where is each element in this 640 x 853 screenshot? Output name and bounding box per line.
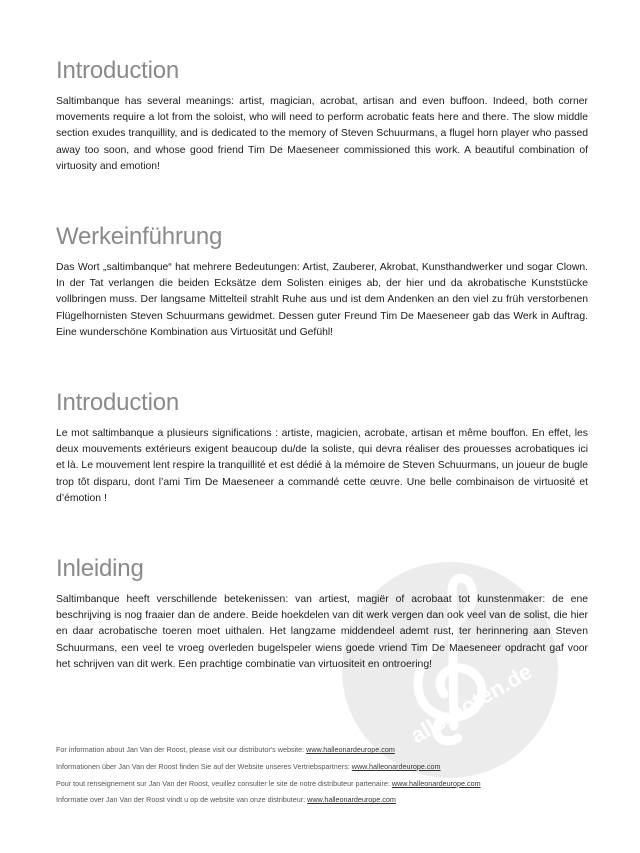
section-body: Saltimbanque heeft verschillende betekenissen: van artiest, magiër of acrobaat tot kunstenmaker: de ene beschrijving is nog fraaier dan de andere. Beide hoekdelen van dit werk vergen dan ook veel van de solist, die hier en daar acrobatische toeren moet uithalen. Het langzame middendeel ademt rust, ter herinnering aan Steven Schuurmans, een veel te vroeg overleden bugelspeler wiens goede vriend Tim De Maeseneer opdracht gaf voor het schrijven van dit werk. Een prachtige combinatie van virtuositeit en ontroering! [56, 594, 588, 670]
section-body: Das Wort „saltimbanque“ hat mehrere Bedeutungen: Artist, Zauberer, Akrobat, Kunsthandwerker und sogar Clown. In der Tat verlangen die beiden Ecksätze dem Solisten einiges ab, der hier und da akrobatische Kunststücke vollbringen muss. Der langsame Mittelteil strahlt Ruhe aus und ist dem Andenken an den viel zu früh verstorbenen Flügelhornisten Steven Schuurmans gewidmet. Dessen guter Freund Tim De Maeseneer gab das Werk in Auftrag. Eine wunderschöne Kombination aus Virtuosität und Gefühl! [56, 262, 588, 338]
section-heading: Introduction [56, 57, 180, 84]
footer-line-text: Informationen über Jan Van der Roost finden Sie auf der Website unseres Vertriebspartners: [56, 761, 352, 771]
footer-line-text: Pour tout renseignement sur Jan Van der Roost, veuillez consulter le site de notre distributeur partenaire: [56, 778, 392, 788]
distributor-link[interactable]: www.halleonardeurope.com [306, 745, 395, 754]
distributor-link[interactable]: www.halleonardeurope.com [351, 761, 441, 771]
distributor-link[interactable]: www.halleonardeurope.com [391, 778, 481, 788]
footer-line-dutch [56, 792, 596, 809]
footer-line-english [56, 742, 596, 759]
distributor-link[interactable]: www.halleonardeurope.com [307, 795, 396, 805]
section-german [56, 222, 588, 341]
footer-line-french [56, 776, 596, 793]
section-heading: Inleiding [56, 555, 144, 582]
footer-line-text: For information about Jan Van der Roost, please visit our distributor's website: [56, 745, 307, 754]
section-heading: Werkeinführung [56, 223, 223, 250]
section-body: Saltimbanque has several meanings: artist, magician, acrobat, artisan and even buffoon. Indeed, both corner movements require a lot from the soloist, who will need to perform acrobatic feats here and there. The slow middle section exudes tranquillity, and is dedicated to the memory of Steven Schuurmans, a flugel horn player who passed away too soon, and whose good friend Tim De Maeseneer commissioned this work. A beautiful combination of virtuosity and emotion! [56, 96, 588, 172]
footer-distributor-info [56, 742, 596, 809]
section-dutch [56, 554, 588, 673]
footer-line-german [56, 759, 596, 776]
watermark-text: alle-noten.de [406, 658, 537, 749]
section-english [56, 56, 588, 175]
section-heading: Introduction [56, 389, 180, 416]
footer-line-text: Informatie over Jan Van der Roost vindt u op de website van onze distributeur: [56, 795, 308, 805]
section-body: Le mot saltimbanque a plusieurs significations : artiste, magicien, acrobate, artisan et même bouffon. En effet, les deux mouvements extérieurs exigent beaucoup du/de la soliste, qui devra réaliser des prouesses acrobatiques ici et là. Le mouvement lent respire la tranquillité et est dédié à la mémoire de Steven Schuurmans, un joueur de bugle trop tôt disparu, dont l’ami Tim De Maeseneer a commandé cette œuvre. Une belle combinaison de virtuosité et d’émotion ! [56, 428, 588, 504]
section-french [56, 388, 588, 507]
